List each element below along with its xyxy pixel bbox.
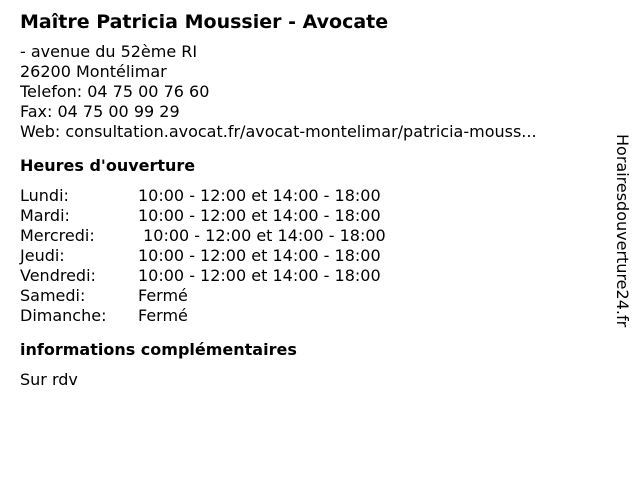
city-address: 26200 Montélimar: [20, 62, 167, 81]
hours-row-wednesday: [20, 226, 600, 246]
day-hours: 10:00 - 12:00 et 14:00 - 18:00: [138, 206, 381, 225]
additional-info-heading: informations complémentaires: [20, 340, 297, 359]
day-hours: 10:00 - 12:00 et 14:00 - 18:00: [138, 246, 381, 265]
day-hours: 10:00 - 12:00 et 14:00 - 18:00: [138, 186, 381, 205]
website-link[interactable]: Web: consultation.avocat.fr/avocat-montelimar/patricia-mouss...: [20, 122, 537, 141]
day-label: Lundi:: [20, 186, 69, 205]
day-hours: 10:00 - 12:00 et 14:00 - 18:00: [138, 266, 381, 285]
street-address: - avenue du 52ème RI: [20, 42, 198, 61]
day-hours: Fermé: [138, 286, 188, 305]
opening-hours-heading: Heures d'ouverture: [20, 156, 196, 175]
business-card: [20, 10, 600, 390]
day-label: Mercredi:: [20, 226, 95, 245]
hours-row-saturday: [20, 286, 600, 306]
hours-row-monday: [20, 186, 600, 206]
additional-info-text: Sur rdv: [20, 370, 78, 389]
address-block: [20, 42, 600, 142]
brand-text: Horairesdouverture24.fr: [613, 134, 632, 328]
hours-row-thursday: [20, 246, 600, 266]
day-label: Jeudi:: [20, 246, 65, 265]
brand-watermark: [612, 134, 632, 374]
day-label: Samedi:: [20, 286, 86, 305]
hours-row-tuesday: [20, 206, 600, 226]
day-label: Dimanche:: [20, 306, 107, 325]
phone-number: Telefon: 04 75 00 76 60: [20, 82, 210, 101]
day-label: Mardi:: [20, 206, 70, 225]
page-title: Maître Patricia Moussier - Avocate: [20, 11, 389, 33]
opening-hours-table: [20, 186, 600, 326]
fax-number: Fax: 04 75 00 99 29: [20, 102, 180, 121]
day-hours: 10:00 - 12:00 et 14:00 - 18:00: [138, 226, 386, 245]
hours-row-sunday: [20, 306, 600, 326]
day-label: Vendredi:: [20, 266, 96, 285]
day-hours: Fermé: [138, 306, 188, 325]
hours-row-friday: [20, 266, 600, 286]
